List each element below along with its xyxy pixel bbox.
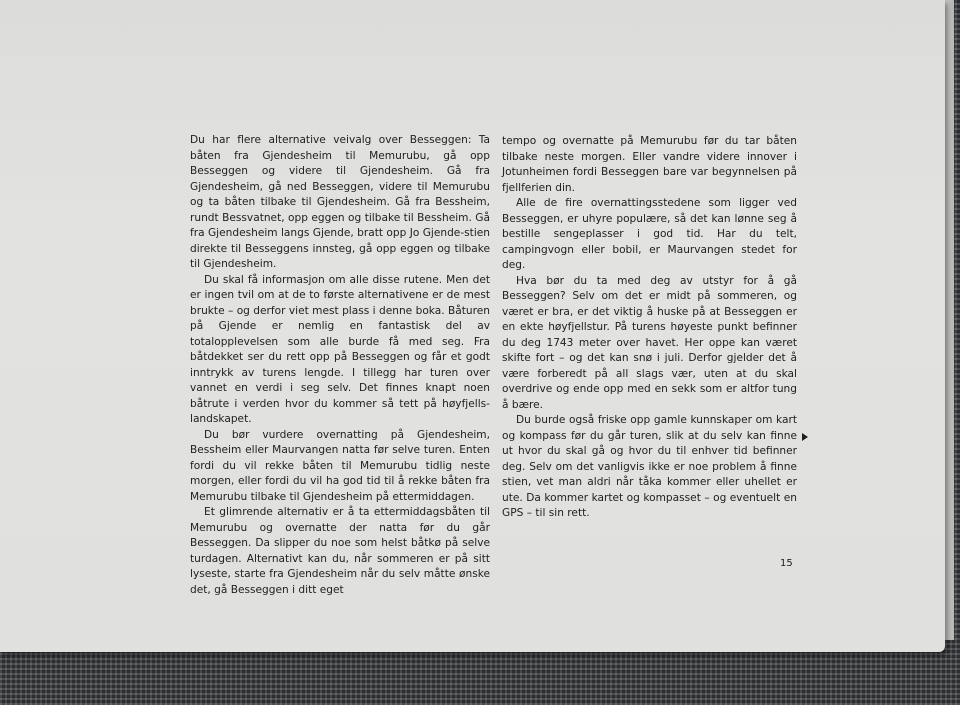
paragraph: Hva bør du ta med deg av utstyr for å gå Besseggen? Selv om det er midt på sommeren, og været er bra, er det viktig å huske på at Besseggen er en ekte høyfjellstur. På turens høyeste punkt befinner du deg 1743 meter over havet. Her oppe kan været skifte fort – og det kan snø i juli. Derfor gjelder det å være forberedt på all slags vær, uten at du skal overdrive og ende opp med en sekk som er altfor tung å bære. xyxy=(502,274,797,411)
paragraph: tempo og overnatte på Memurubu før du tar båten tilbake neste morgen. Eller vandre videre innover i Jotunheimen fordi Besseggen bare var begynnelsen på fjellferien din. xyxy=(502,135,797,194)
paragraph: Du bør vurdere overnatting på Gjendesheim, Bessheim eller Maurvangen natta før selve turen. Enten fordi du vil rekke båten til Memurubu tidlig neste morgen, eller fordi du vil ha god tid til å rekke båten fra Memurubu tilbake til Gjendesheim på ettermiddagen. xyxy=(190,428,490,503)
page-number: 15 xyxy=(780,558,793,569)
paragraph: Du burde også friske opp gamle kunnskaper om kart og kompass før du går turen, slik at du selv kan finne ut hvor du skal gå og hvor du til enhver tid befinner deg. Selv om det vanligvis ikke er noe problem å finne stien, vet man aldri når tåka kommer eller uhellet er ute. Da kommer kartet og kompasset – og eventuelt en GPS – til sin rett. xyxy=(502,414,797,519)
paragraph: Et glimrende alternativ er å ta ettermiddagsbåten til Memurubu og overnatte der natta før du går Besseggen. Da slipper du noe som helst båtkø på selve turdagen. Alternativt kan du, når sommeren er på sitt lyseste, starte fra Gjendesheim når du selv måtte ønske det, gå Besseggen i ditt eget xyxy=(190,506,490,596)
paragraph: Alle de fire overnattingsstedene som ligger ved Besseggen, er uhyre populære, så det kan lønne seg å bestille sengeplasser i god tid. Har du telt, campingvogn eller bobil, er Maurvangen stedet for deg. xyxy=(502,197,797,271)
paragraph: Du skal få informasjon om alle disse rutene. Men det er ingen tvil om at de to første alternativene er de mest brukte – og derfor viet mest plass i denne boka. Båturen på Gjende er nemlig en fantastisk del av totalopplevelsen som alle burde få med seg. Fra båtdekket ser du rett opp på Besseggen og får et godt inntrykk av turens lengde. I tillegg har turen over vannet en verdi i seg selv. Det finnes knapt noen båtrute i verden hvor du kommer så tett på høyfjells-landskapet. xyxy=(190,273,490,425)
right-triangle-icon xyxy=(802,433,808,441)
paragraph: Du har flere alternative veivalg over Besseggen: Ta båten fra Gjendesheim til Memurubu, gå opp Besseggen og videre til Gjendesheim. Gå fra Gjendesheim, gå ned Besseggen, videre til Memurubu og ta båten tilbake til Gjendesheim. Gå fra Bessheim, rundt Bessvatnet, opp eggen og tilbake til Bessheim. Gå fra Gjendesheim langs Gjende, bratt opp Jo Gjende-stien direkte til Besseggens innsteg, gå opp eggen og tilbake til Gjendesheim. xyxy=(190,134,490,270)
right-text-column xyxy=(502,134,797,522)
left-text-column xyxy=(190,133,490,598)
